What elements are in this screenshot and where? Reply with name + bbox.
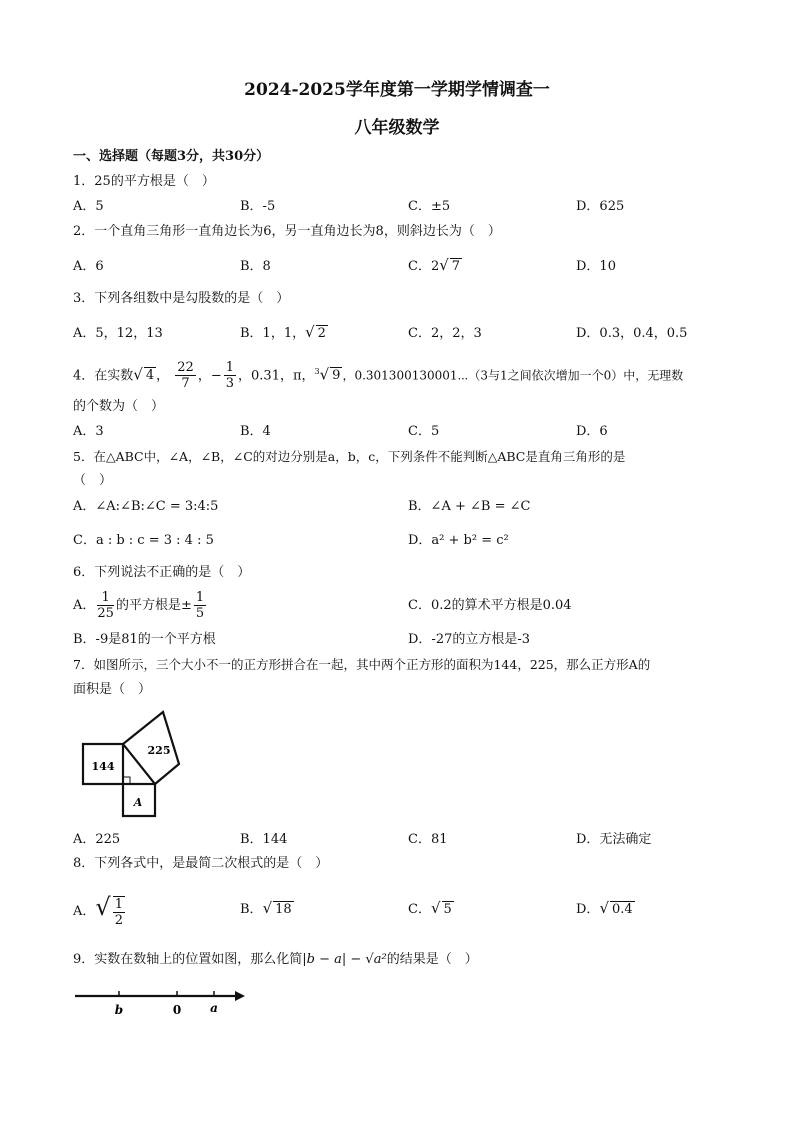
q3-stem: 3．下列各组数中是勾股数的是（ ） (73, 291, 290, 306)
section-heading: 一、选择题（每题3分，共30分） (73, 149, 270, 164)
q6-frac1-num: 1 (97, 590, 114, 606)
q8-option-a: A．√ $\frac{1}{2}$ (73, 893, 123, 928)
q4-stem: 4．在实数√ 4 ， $\frac{22}{7}$ ，− $\frac{1}{3}$ ，0.31，π，$^3$√ 9 ，0.301300130001⋯（3与1之间依次增加一个0）中，无理数 (73, 360, 684, 392)
q4-frac2-num: 1 (225, 360, 235, 376)
q8-option-d-label: D． (576, 902, 600, 917)
q2-option-c-label: C．2 (408, 259, 440, 274)
q9-expression: |b − a| − √a² (302, 952, 387, 967)
q4-minus: − (210, 368, 222, 384)
q2-option-c: C．2√ 7 (408, 256, 461, 274)
q2-option-d: D．10 (576, 259, 616, 274)
q6-frac2-den: 5 (195, 606, 205, 621)
q2-option-c-radicand: 7 (451, 259, 461, 274)
q8-option-c-radicand: 5 (443, 902, 452, 917)
q7-squares-figure (75, 708, 185, 823)
q6-option-b: B．-9是81的一个平方根 (73, 632, 216, 647)
q3-option-d: D．0.3，0.4，0.5 (576, 326, 688, 341)
q1-option-a: A．5 (73, 199, 104, 214)
q6-stem: 6．下列说法不正确的是（ ） (73, 565, 251, 580)
q7-option-c: C．81 (408, 832, 448, 847)
q9-axis-label-b: b (114, 1003, 124, 1017)
exam-title: 2024-2025学年度第一学期学情调查一 (244, 80, 550, 100)
q4-option-c: C．5 (408, 424, 440, 439)
q2-option-a: A．6 (73, 259, 104, 274)
q4-option-a: A．3 (73, 424, 104, 439)
q5-stem-cont: （ ） (73, 473, 113, 488)
q3-option-a: A．5，12，13 (73, 326, 163, 341)
q2-option-b: B．8 (240, 259, 271, 274)
q1-stem: 1．25的平方根是（ ） (73, 174, 215, 189)
q4-fraction-1-3 (224, 360, 236, 391)
q4-fraction-22-7 (175, 360, 196, 391)
q9-stem-start: 9．实数在数轴上的位置如图，那么化简 (73, 952, 303, 967)
q9-axis-label-a: a (210, 1001, 218, 1015)
q7-label-144: 144 (91, 760, 115, 773)
q8-option-d-radicand: 0.4 (612, 902, 633, 917)
q4-frac1-den: 7 (181, 376, 190, 392)
q4-sqrt4: 4 (145, 368, 155, 384)
q8-frac-den: 2 (114, 912, 123, 928)
q4-tail: ，0.301300130001⋯（3与1之间依次增加一个0）中，无理数 (342, 368, 684, 383)
q6-option-a-label: A． (73, 598, 96, 613)
q8-frac-num: 1 (114, 896, 123, 912)
q3-option-b-label: B．1，1， (240, 326, 306, 341)
q8-option-b-label: B． (240, 902, 263, 917)
q4-cbrt-index: 3 (314, 367, 320, 376)
q3-option-c: C．2，2，3 (408, 326, 482, 341)
q4-frac1-num: 22 (177, 360, 194, 376)
q7-label-225: 225 (147, 744, 171, 757)
q7-option-b: B．144 (240, 832, 288, 847)
q5-stem: 5．在△ABC中，∠A，∠B，∠C的对边分别是a，b，c，下列条件不能判断△ABC是直角三角形的是 (73, 449, 626, 464)
q8-option-d: D．√ 0.4 (576, 899, 633, 917)
q8-option-b: B．√ 18 (240, 899, 292, 917)
q6-frac2-num: 1 (195, 590, 205, 605)
exam-subtitle: 八年级数学 (354, 118, 440, 138)
q6-frac1-den: 25 (97, 606, 114, 621)
q6-option-a-mid: 的平方根是± (115, 598, 192, 613)
q9-stem-end: 的结果是（ ） (386, 952, 478, 967)
q6-option-d: D．-27的立方根是-3 (408, 632, 531, 647)
q8-option-c-label: C． (408, 902, 431, 917)
q8-stem: 8．下列各式中，是最简二次根式的是（ ） (73, 856, 329, 871)
q4-cbrt-value: 9 (332, 368, 341, 384)
q7-stem-cont: 面积是（ ） (73, 682, 152, 697)
q1-option-b: B．-5 (240, 199, 276, 214)
q9-stem (73, 951, 478, 969)
q9-number-line (73, 986, 253, 1022)
q5-option-b: B．∠A + ∠B = ∠C (408, 499, 531, 514)
q7-label-a: A (133, 796, 143, 809)
q4-option-b: B．4 (240, 424, 271, 439)
q8-option-a-label: A． (73, 904, 96, 919)
q8-option-c: C．√ 5 (408, 899, 452, 917)
q7-option-a: A．225 (73, 832, 121, 847)
q6-option-c: C．0.2的算术平方根是0.04 (408, 598, 572, 613)
q2-stem: 2．一个直角三角形一直角边长为6，另一直角边长为8，则斜边长为（ ） (73, 224, 501, 239)
q3-option-b: B．1，1，√ 2 (240, 323, 326, 341)
q8-option-a-frac (113, 896, 125, 928)
q3-option-b-radicand: 2 (317, 326, 326, 341)
q4-stem-cont: 的个数为（ ） (73, 399, 165, 414)
q5-option-c: C．a : b : c = 3 : 4 : 5 (73, 533, 214, 548)
q7-option-d: D．无法确定 (576, 832, 652, 847)
q4-mid: ，0.31，π， (238, 368, 315, 384)
q9-axis-label-0: 0 (172, 1003, 182, 1017)
q7-stem: 7．如图所示，三个大小不一的正方形拼合在一起，其中两个正方形的面积为144，225，那么正方形A的 (73, 657, 651, 672)
q4-option-d: D．6 (576, 424, 608, 439)
q6-option-a (73, 588, 208, 624)
q1-option-d: D．625 (576, 199, 625, 214)
q4-stem-start: 4．在实数 (73, 368, 134, 384)
q6-frac-1-5 (194, 590, 206, 621)
q4-frac2-den: 3 (225, 376, 235, 392)
q1-option-c: C．±5 (408, 199, 451, 214)
q9-arrow-icon (235, 991, 245, 1001)
q8-option-b-radicand: 18 (275, 902, 292, 917)
q5-option-a: A．∠A:∠B:∠C = 3:4:5 (73, 499, 219, 514)
q5-option-d: D．a² + b² = c² (408, 533, 509, 548)
q6-frac-1-25 (97, 590, 114, 621)
